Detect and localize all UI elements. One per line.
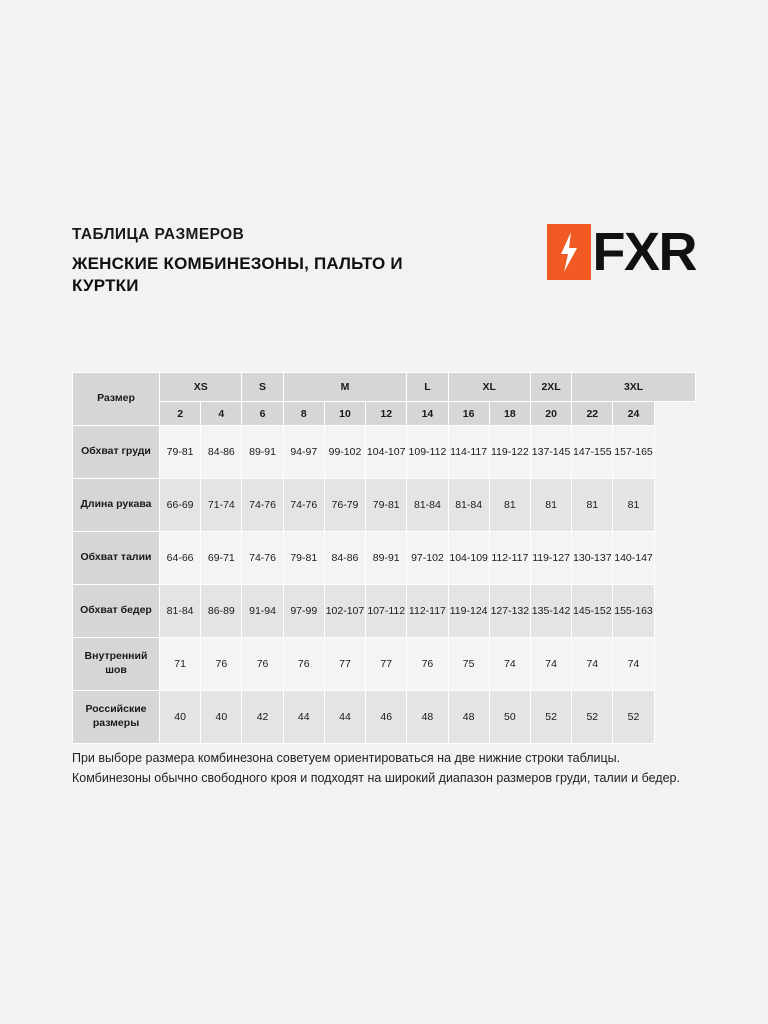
table-cell: 81 [613,479,654,532]
table-cell: 155-163 [613,585,654,638]
size-group-cell: 2XL [530,373,571,402]
table-cell: 74 [489,638,530,691]
page-title: ЖЕНСКИЕ КОМБИНЕЗОНЫ, ПАЛЬТО И КУРТКИ [72,254,403,296]
table-cell: 135-142 [530,585,571,638]
table-cell: 44 [283,691,324,744]
table-cell: 81 [572,479,613,532]
table-cell: 119-124 [448,585,489,638]
fxr-logo-mark-icon [547,224,591,280]
size-group-cell: 3XL [572,373,696,402]
size-number-cell: 2 [160,402,201,426]
table-cell: 79-81 [366,479,407,532]
table-cell: 76 [407,638,448,691]
table-cell: 79-81 [160,426,201,479]
table-cell: 147-155 [572,426,613,479]
table-row [73,479,696,532]
row-label: Обхват бедер [73,585,160,638]
table-cell: 71 [160,638,201,691]
table-cell: 104-107 [366,426,407,479]
table-cell: 145-152 [572,585,613,638]
table-cell: 109-112 [407,426,448,479]
row-label: Российские размеры [73,691,160,744]
table-cell: 81 [489,479,530,532]
table-cell: 81-84 [407,479,448,532]
table-cell: 42 [242,691,283,744]
fxr-logo [547,224,697,280]
size-group-cell: L [407,373,448,402]
table-cell: 44 [324,691,365,744]
size-number-cell: 4 [201,402,242,426]
table-cell: 46 [366,691,407,744]
table-row [73,426,696,479]
table-cell: 84-86 [201,426,242,479]
table-cell: 40 [160,691,201,744]
table-cell: 137-145 [530,426,571,479]
table-cell: 157-165 [613,426,654,479]
size-number-cell: 8 [283,402,324,426]
size-table-body [73,373,696,744]
table-cell: 77 [324,638,365,691]
table-cell: 74-76 [283,479,324,532]
table-cell: 76 [242,638,283,691]
table-cell: 119-127 [530,532,571,585]
size-group-cell: XL [448,373,530,402]
table-cell: 119-122 [489,426,530,479]
size-group-cell: S [242,373,283,402]
table-cell: 76 [283,638,324,691]
fxr-logo-text: FXR [592,222,696,282]
table-cell: 104-109 [448,532,489,585]
page-header [72,222,696,298]
size-number-cell: 16 [448,402,489,426]
page-subtitle: ТАБЛИЦА РАЗМЕРОВ [72,226,245,243]
table-cell: 140-147 [613,532,654,585]
table-cell: 81-84 [448,479,489,532]
table-cell: 130-137 [572,532,613,585]
table-row [73,532,696,585]
size-number-cell: 12 [366,402,407,426]
table-cell: 50 [489,691,530,744]
size-number-cell: 10 [324,402,365,426]
table-cell: 69-71 [201,532,242,585]
table-cell: 81 [530,479,571,532]
table-row [73,691,696,744]
table-cell: 52 [572,691,613,744]
size-number-cell: 22 [572,402,613,426]
table-cell: 64-66 [160,532,201,585]
size-number-cell: 6 [242,402,283,426]
table-cell: 84-86 [324,532,365,585]
table-cell: 107-112 [366,585,407,638]
table-cell: 97-99 [283,585,324,638]
table-cell: 71-74 [201,479,242,532]
table-cell: 74 [572,638,613,691]
table-cell: 52 [530,691,571,744]
size-number-cell: 18 [489,402,530,426]
size-number-cell: 24 [613,402,654,426]
row-label: Обхват груди [73,426,160,479]
row-label: Длина рукава [73,479,160,532]
table-cell: 102-107 [324,585,365,638]
table-cell: 52 [613,691,654,744]
table-cell: 74 [613,638,654,691]
size-note: При выборе размера комбинезона советуем ориентироваться на две нижние строки таблицы. Комбинезоны обычно свободного кроя и подходят на широкий диапазон размеров груди, талии и бедер. [72,751,680,786]
table-cell: 48 [407,691,448,744]
table-cell: 77 [366,638,407,691]
table-cell: 112-117 [489,532,530,585]
table-cell: 76 [201,638,242,691]
table-cell: 91-94 [242,585,283,638]
table-row [73,638,696,691]
table-cell: 81-84 [160,585,201,638]
size-number-cell: 20 [530,402,571,426]
table-corner-label: Размер [73,373,160,426]
row-label: Обхват талии [73,532,160,585]
table-header-numbers [73,402,696,426]
table-cell: 112-117 [407,585,448,638]
table-cell: 86-89 [201,585,242,638]
row-label: Внутренний шов [73,638,160,691]
size-group-cell: XS [160,373,242,402]
table-cell: 74 [530,638,571,691]
title-block [72,222,452,298]
table-cell: 114-117 [448,426,489,479]
table-cell: 40 [201,691,242,744]
table-cell: 79-81 [283,532,324,585]
table-cell: 74-76 [242,479,283,532]
table-cell: 94-97 [283,426,324,479]
table-cell: 48 [448,691,489,744]
size-group-cell: M [283,373,407,402]
table-cell: 127-132 [489,585,530,638]
table-cell: 76-79 [324,479,365,532]
table-header-groups [73,373,696,402]
size-number-cell: 14 [407,402,448,426]
size-table [72,372,696,744]
table-cell: 89-91 [242,426,283,479]
table-cell: 97-102 [407,532,448,585]
table-cell: 89-91 [366,532,407,585]
table-cell: 99-102 [324,426,365,479]
table-cell: 66-69 [160,479,201,532]
table-cell: 74-76 [242,532,283,585]
table-cell: 75 [448,638,489,691]
table-row [73,585,696,638]
